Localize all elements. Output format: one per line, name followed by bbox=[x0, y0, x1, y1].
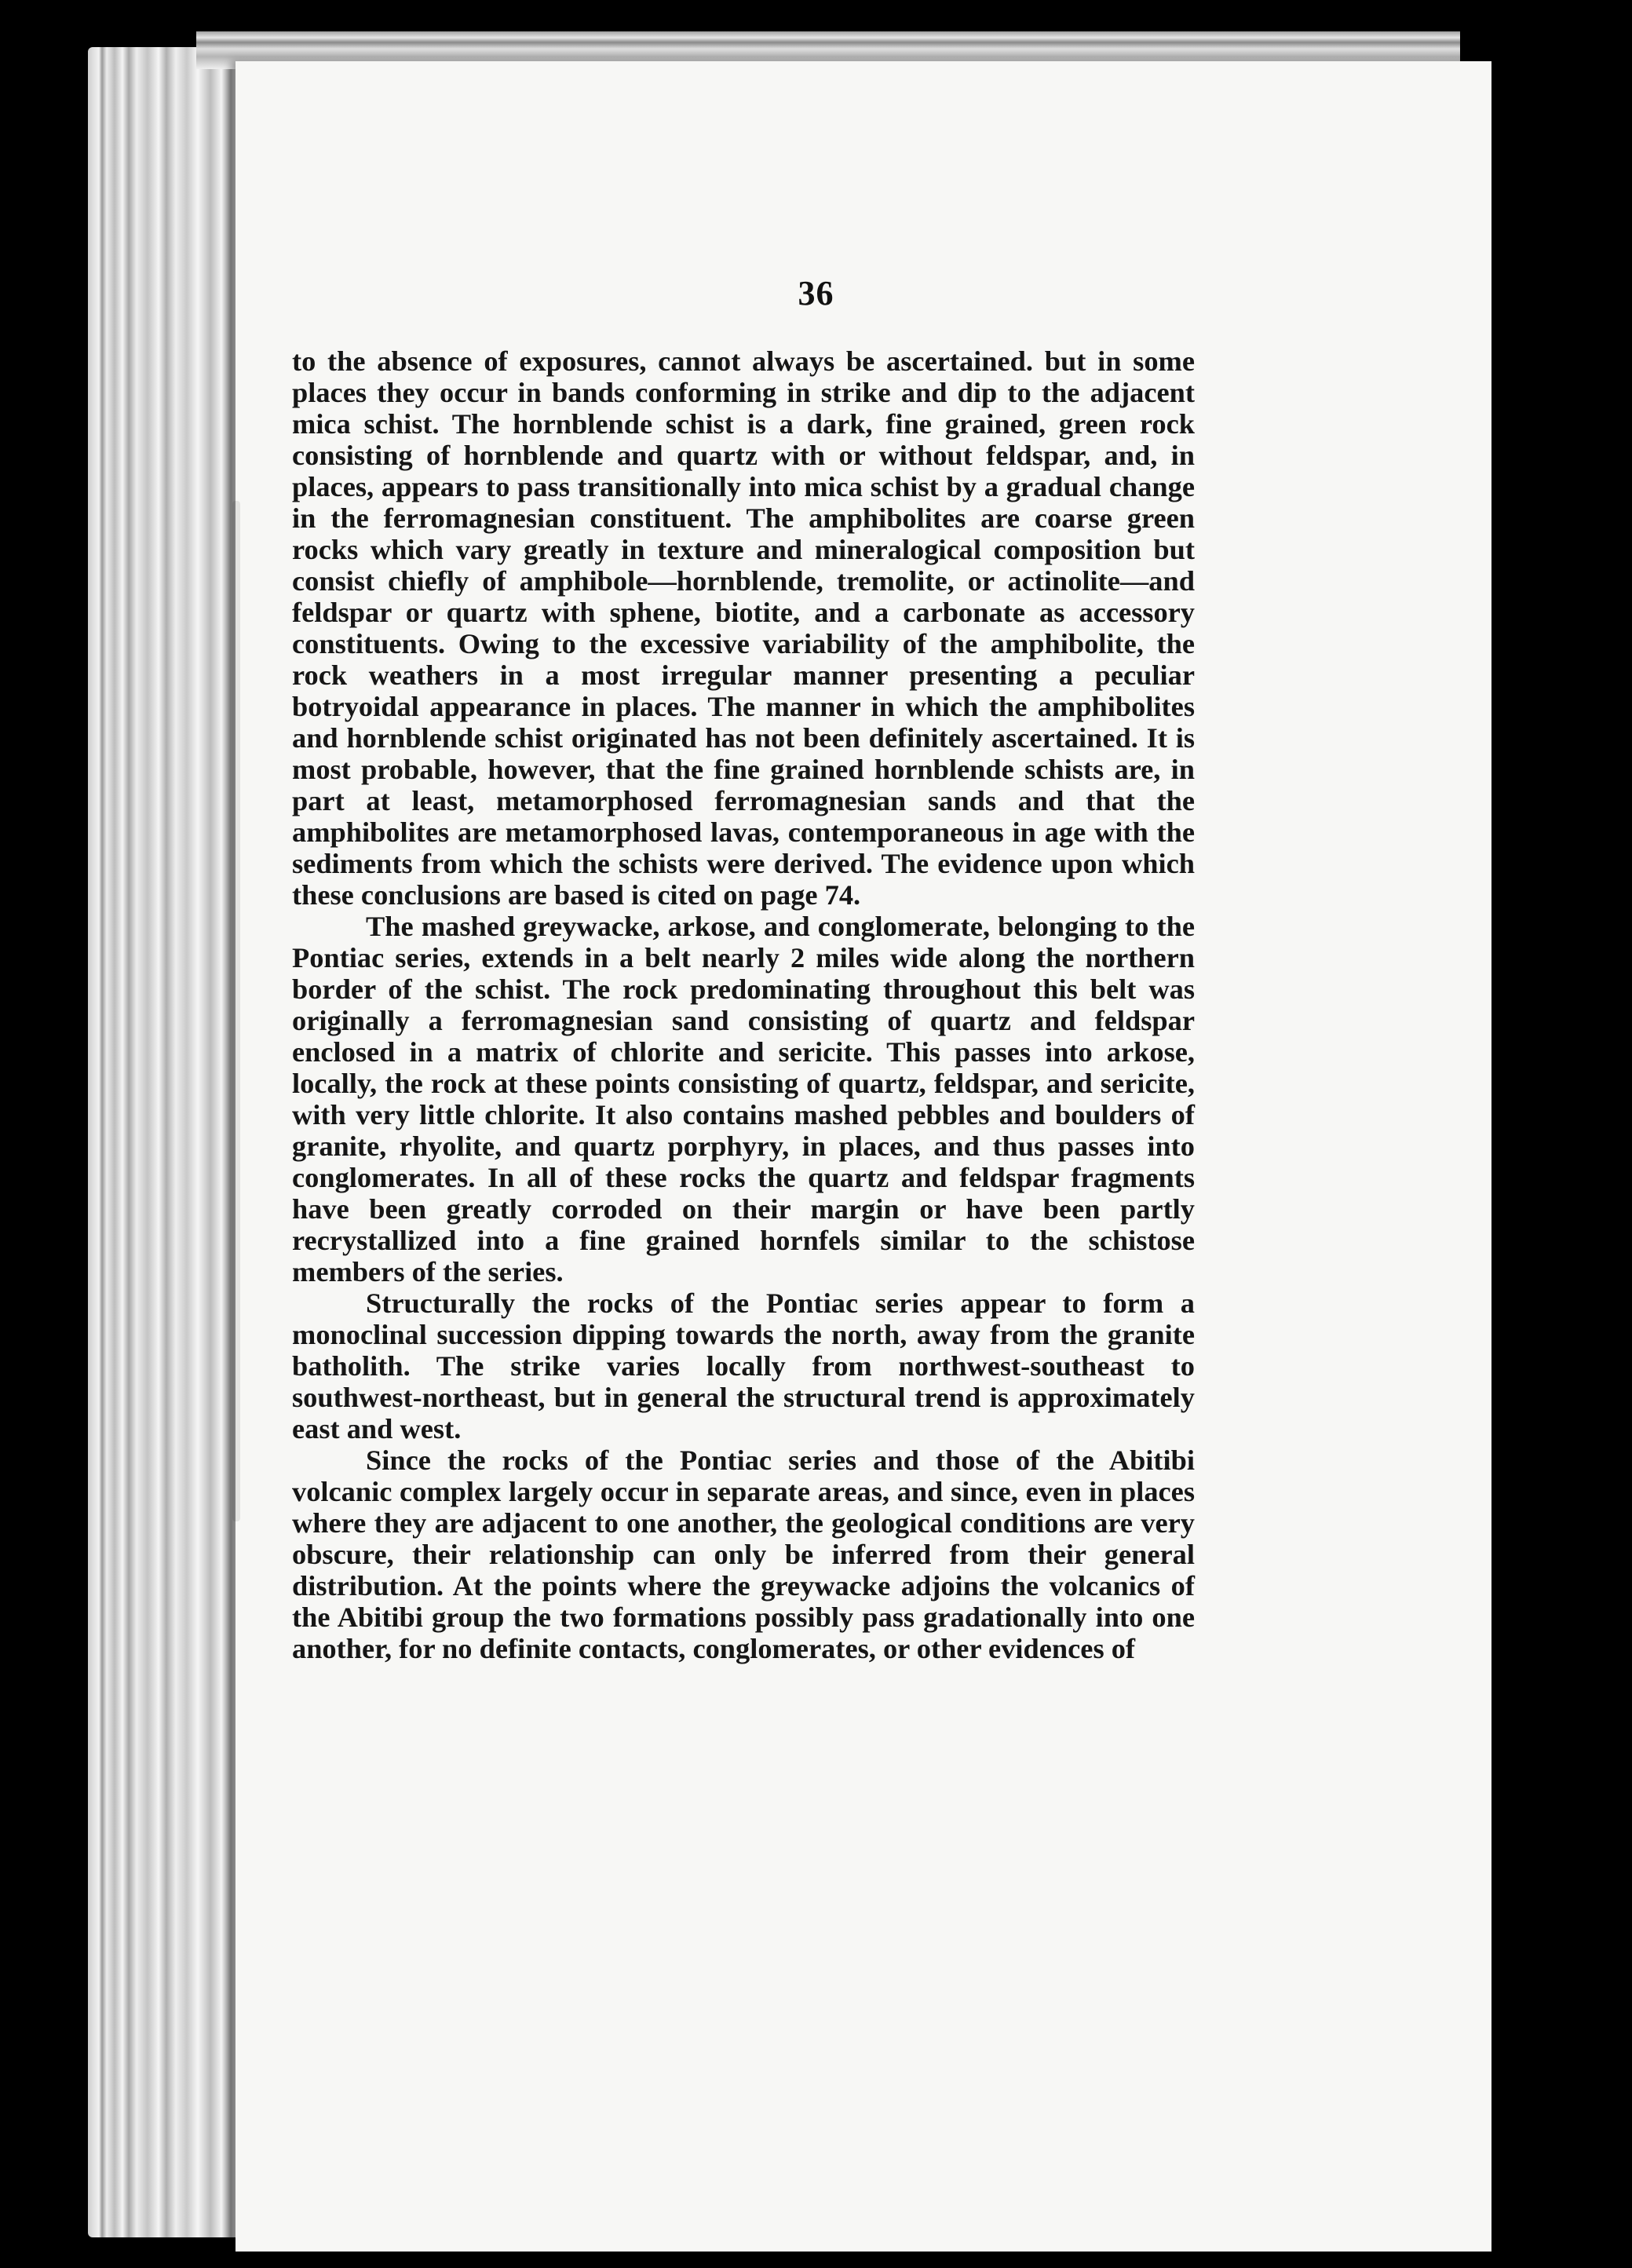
paragraph-2: The mashed greywacke, arkose, and conglomerate, belonging to the Pontiac series, extends in a belt nearly 2 miles wide along the northern border of the schist. The rock predominating throughout this belt was originally a ferromagnesian sand consisting of quartz and feldspar enclosed in a matrix of chlorite and sericite. This passes into arkose, locally, the rock at these points consisting of quartz, feldspar, and sericite, with very little chlorite. It also contains mashed pebbles and boulders of granite, rhyolite, and quartz porphyry, in places, and thus passes into conglomerates. In all of these rocks the quartz and feldspar fragments have been greatly corroded on their margin or have been partly recrystallized into a fine grained hornfels similar to the schistose members of the series. bbox=[292, 911, 1195, 1287]
paragraph-4: Since the rocks of the Pontiac series and those of the Abitibi volcanic complex largely occur in separate areas, and since, even in places where they are adjacent to one another, the geological conditions are very obscure, their relationship can only be inferred from their general distribution. At the points where the greywacke adjoins the volcanics of the Abitibi group the two formations possibly pass gradationally into one another, for no definite contacts, conglomerates, or other evidences of bbox=[292, 1444, 1195, 1664]
body-text bbox=[292, 345, 1195, 1664]
page-number: 36 bbox=[798, 274, 834, 312]
gutter-shadow bbox=[232, 501, 240, 1521]
paragraph-1: to the absence of exposures, cannot always be ascertained. but in some places they occur in bands conforming in strike and dip to the adjacent mica schist. The hornblende schist is a dark, fine grained, green rock consisting of hornblende and quartz with or without feldspar, and, in places, appears to pass transitionally into mica schist by a gradual change in the ferromagnesian constituent. The amphibolites are coarse green rocks which vary greatly in texture and mineralogical composition but consist chiefly of amphibole—hornblende, tremolite, or actinolite—and feldspar or quartz with sphene, biotite, and a carbonate as accessory constituents. Owing to the excessive variability of the amphibolite, the rock weathers in a most irregular manner presenting a peculiar botryoidal appearance in places. The manner in which the amphibolites and hornblende schist originated has not been definitely ascertained. It is most probable, however, that the fine grained hornblende schists are, in part at least, metamorphosed ferromagnesian sands and that the amphibolites are metamorphosed lavas, contemporaneous in age with the sediments from which the schists were derived. The evidence upon which these conclusions are based is cited on page 74. bbox=[292, 345, 1195, 911]
paragraph-3: Structurally the rocks of the Pontiac series appear to form a monoclinal succession dipping towards the north, away from the granite batholith. The strike varies locally from northwest-southeast to southwest-northeast, but in general the structural trend is approximately east and west. bbox=[292, 1287, 1195, 1444]
